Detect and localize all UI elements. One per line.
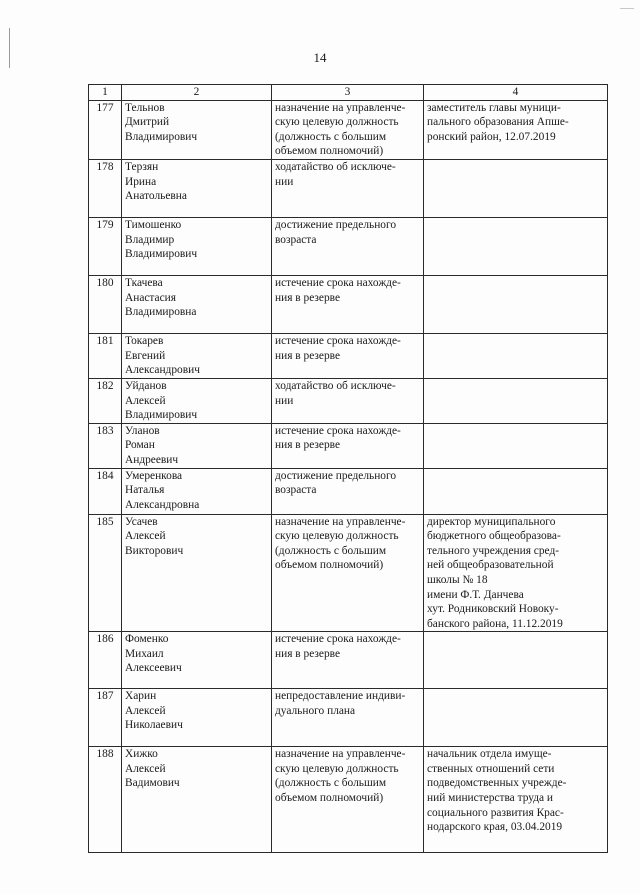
column-header-4: 4	[424, 85, 608, 101]
appointed-position-cell	[424, 333, 608, 378]
table-row	[89, 689, 608, 747]
exclusion-reason-cell	[272, 378, 424, 423]
person-name-line: Фоменко	[125, 633, 169, 646]
exclusion-reason-line: непредоставление индиви-	[275, 690, 406, 703]
column-header-1: 1	[89, 85, 122, 101]
exclusion-reason-cell	[272, 100, 424, 159]
exclusion-reason-line: скую целевую должность	[275, 530, 399, 543]
table-row	[89, 632, 608, 689]
person-name-line: Михаил	[125, 647, 164, 660]
appointed-position-cell	[424, 378, 608, 423]
person-name-cell	[122, 100, 272, 159]
exclusion-reason-cell	[272, 159, 424, 217]
person-name-cell	[122, 275, 272, 333]
appointed-position-cell	[424, 423, 608, 468]
person-name-line: Хижко	[125, 748, 158, 761]
appointed-position-line: имени Ф.Т. Данчева	[427, 588, 524, 601]
person-name-line: Умеренкова	[125, 469, 183, 482]
exclusion-reason-line: нии	[275, 175, 294, 188]
exclusion-reason-line: (должность с большим	[275, 777, 387, 790]
column-header-2: 2	[122, 85, 272, 101]
exclusion-reason-line: назначение на управленче-	[275, 101, 406, 114]
person-name-line: Алексеевич	[125, 662, 182, 675]
row-number: 187	[89, 689, 122, 747]
person-name-line: Наталья	[125, 484, 165, 497]
person-name-cell	[122, 217, 272, 275]
exclusion-reason-line: объемом полномочий)	[275, 559, 384, 572]
table-row	[89, 275, 608, 333]
exclusion-reason-cell	[272, 423, 424, 468]
exclusion-reason-line: истечение срока нахожде-	[275, 424, 401, 437]
exclusion-reason-line: истечение срока нахожде-	[275, 276, 401, 289]
exclusion-reason-cell	[272, 689, 424, 747]
person-name-cell	[122, 378, 272, 423]
appointed-position-line: хут. Родниковский Новоку-	[427, 603, 559, 616]
person-name-line: Алексей	[125, 530, 166, 543]
person-name-cell	[122, 159, 272, 217]
exclusion-reason-line: достижение предельного	[275, 218, 397, 231]
appointed-position-cell	[424, 689, 608, 747]
row-number: 179	[89, 217, 122, 275]
row-number: 184	[89, 468, 122, 514]
person-name-line: Александрович	[125, 364, 200, 377]
person-name-line: Алексей	[125, 394, 166, 407]
appointed-position-cell	[424, 100, 608, 159]
person-name-line: Тельнов	[125, 101, 165, 114]
row-number: 188	[89, 747, 122, 853]
appointed-position-line: ний министерства труда и	[427, 792, 554, 805]
exclusion-reason-line: возраста	[275, 484, 317, 497]
person-name-line: Владимирович	[125, 130, 198, 143]
person-name-line: Викторович	[125, 544, 184, 557]
appointed-position-line: ственных отношений сети	[427, 762, 555, 775]
appointed-position-line: подведомственных учрежде-	[427, 777, 567, 790]
appointed-position-cell	[424, 514, 608, 632]
person-name-line: Николаевич	[125, 719, 183, 732]
person-name-line: Уланов	[125, 424, 160, 437]
person-name-line: Терзян	[125, 160, 159, 173]
person-name-line: Токарев	[125, 334, 164, 347]
exclusion-reason-line: возраста	[275, 233, 317, 246]
appointed-position-line: пального образования Апше-	[427, 116, 569, 129]
appointed-position-line: нодарского края, 03.04.2019	[427, 821, 563, 834]
person-name-line: Ирина	[125, 175, 157, 188]
row-number: 181	[89, 333, 122, 378]
exclusion-reason-line: истечение срока нахожде-	[275, 334, 401, 347]
exclusion-reason-line: достижение предельного	[275, 469, 397, 482]
table-row	[89, 217, 608, 275]
row-number: 182	[89, 378, 122, 423]
person-name-line: Уйданов	[125, 379, 167, 392]
exclusion-reason-line: объемом полномочий)	[275, 792, 384, 805]
person-name-line: Владимирович	[125, 248, 198, 261]
person-name-cell	[122, 632, 272, 689]
table-row	[89, 514, 608, 632]
exclusion-reason-cell	[272, 217, 424, 275]
exclusion-reason-line: ходатайство об исключе-	[275, 160, 396, 173]
column-header-3: 3	[272, 85, 424, 101]
person-name-cell	[122, 514, 272, 632]
appointed-position-line: социального развития Крас-	[427, 806, 564, 819]
scan-corner-mark	[620, 0, 634, 9]
row-number: 180	[89, 275, 122, 333]
appointed-position-cell	[424, 275, 608, 333]
exclusion-reason-cell	[272, 468, 424, 514]
appointed-position-cell	[424, 468, 608, 514]
person-name-line: Тимошенко	[125, 218, 182, 231]
appointed-position-line: школы № 18	[427, 573, 488, 586]
row-number: 186	[89, 632, 122, 689]
person-name-line: Евгений	[125, 349, 166, 362]
appointed-position-cell	[424, 217, 608, 275]
exclusion-reason-line: скую целевую должность	[275, 116, 399, 129]
exclusion-reason-cell	[272, 514, 424, 632]
person-name-line: Анатольевна	[125, 190, 187, 203]
appointed-position-cell	[424, 159, 608, 217]
table-row	[89, 468, 608, 514]
appointed-position-line: заместитель главы муници-	[427, 101, 561, 114]
exclusion-reason-line: дуального плана	[275, 704, 356, 717]
table-row	[89, 159, 608, 217]
exclusion-reason-line: назначение на управленче-	[275, 748, 406, 761]
appointed-position-line: директор муниципального	[427, 515, 556, 528]
person-name-line: Анастасия	[125, 291, 176, 304]
table-row	[89, 100, 608, 159]
exclusion-reason-line: ния в резерве	[275, 291, 341, 304]
person-name-cell	[122, 423, 272, 468]
table-row	[89, 423, 608, 468]
person-name-line: Алексей	[125, 762, 166, 775]
exclusion-reason-line: (должность с большим	[275, 544, 387, 557]
person-name-cell	[122, 333, 272, 378]
exclusion-reason-line: объемом полномочий)	[275, 145, 384, 158]
exclusion-reason-line: (должность с большим	[275, 130, 387, 143]
person-name-line: Александровна	[125, 498, 200, 511]
person-name-line: Дмитрий	[125, 116, 170, 129]
person-name-line: Роман	[125, 439, 155, 452]
exclusion-reason-cell	[272, 632, 424, 689]
table-row	[89, 378, 608, 423]
person-name-line: Алексей	[125, 704, 166, 717]
exclusion-reason-line: ния в резерве	[275, 349, 341, 362]
appointed-position-cell	[424, 632, 608, 689]
person-name-line: Владимировна	[125, 306, 197, 319]
person-name-line: Владимир	[125, 233, 175, 246]
exclusion-reason-cell	[272, 333, 424, 378]
person-name-cell	[122, 689, 272, 747]
exclusion-reason-cell	[272, 747, 424, 853]
reserve-exclusion-table	[88, 84, 608, 853]
appointed-position-cell	[424, 747, 608, 853]
row-number: 177	[89, 100, 122, 159]
exclusion-reason-line: скую целевую должность	[275, 762, 399, 775]
person-name-line: Харин	[125, 690, 157, 703]
person-name-line: Андреевич	[125, 453, 179, 466]
appointed-position-line: ней общеобразовательной	[427, 559, 554, 572]
exclusion-reason-line: ния в резерве	[275, 439, 341, 452]
table-header-row	[89, 85, 608, 101]
page-number: 14	[313, 50, 327, 65]
exclusion-reason-cell	[272, 275, 424, 333]
person-name-line: Вадимович	[125, 777, 180, 790]
appointed-position-line: ронский район, 12.07.2019	[427, 130, 556, 143]
person-name-cell	[122, 468, 272, 514]
table-row	[89, 333, 608, 378]
exclusion-reason-line: назначение на управленче-	[275, 515, 406, 528]
exclusion-reason-line: нии	[275, 394, 294, 407]
row-number: 178	[89, 159, 122, 217]
appointed-position-line: бюджетного общеобразова-	[427, 530, 561, 543]
person-name-line: Владимирович	[125, 409, 198, 422]
appointed-position-line: банского района, 11.12.2019	[427, 617, 563, 630]
person-name-cell	[122, 747, 272, 853]
exclusion-reason-line: ния в резерве	[275, 647, 341, 660]
person-name-line: Ткачева	[125, 276, 163, 289]
table-row	[89, 747, 608, 853]
row-number: 185	[89, 514, 122, 632]
exclusion-reason-line: ходатайство об исключе-	[275, 379, 396, 392]
exclusion-reason-line: истечение срока нахожде-	[275, 633, 401, 646]
row-number: 183	[89, 423, 122, 468]
appointed-position-line: тельного учреждения сред-	[427, 544, 560, 557]
appointed-position-line: начальник отдела имуще-	[427, 748, 552, 761]
person-name-line: Усачев	[125, 515, 158, 528]
